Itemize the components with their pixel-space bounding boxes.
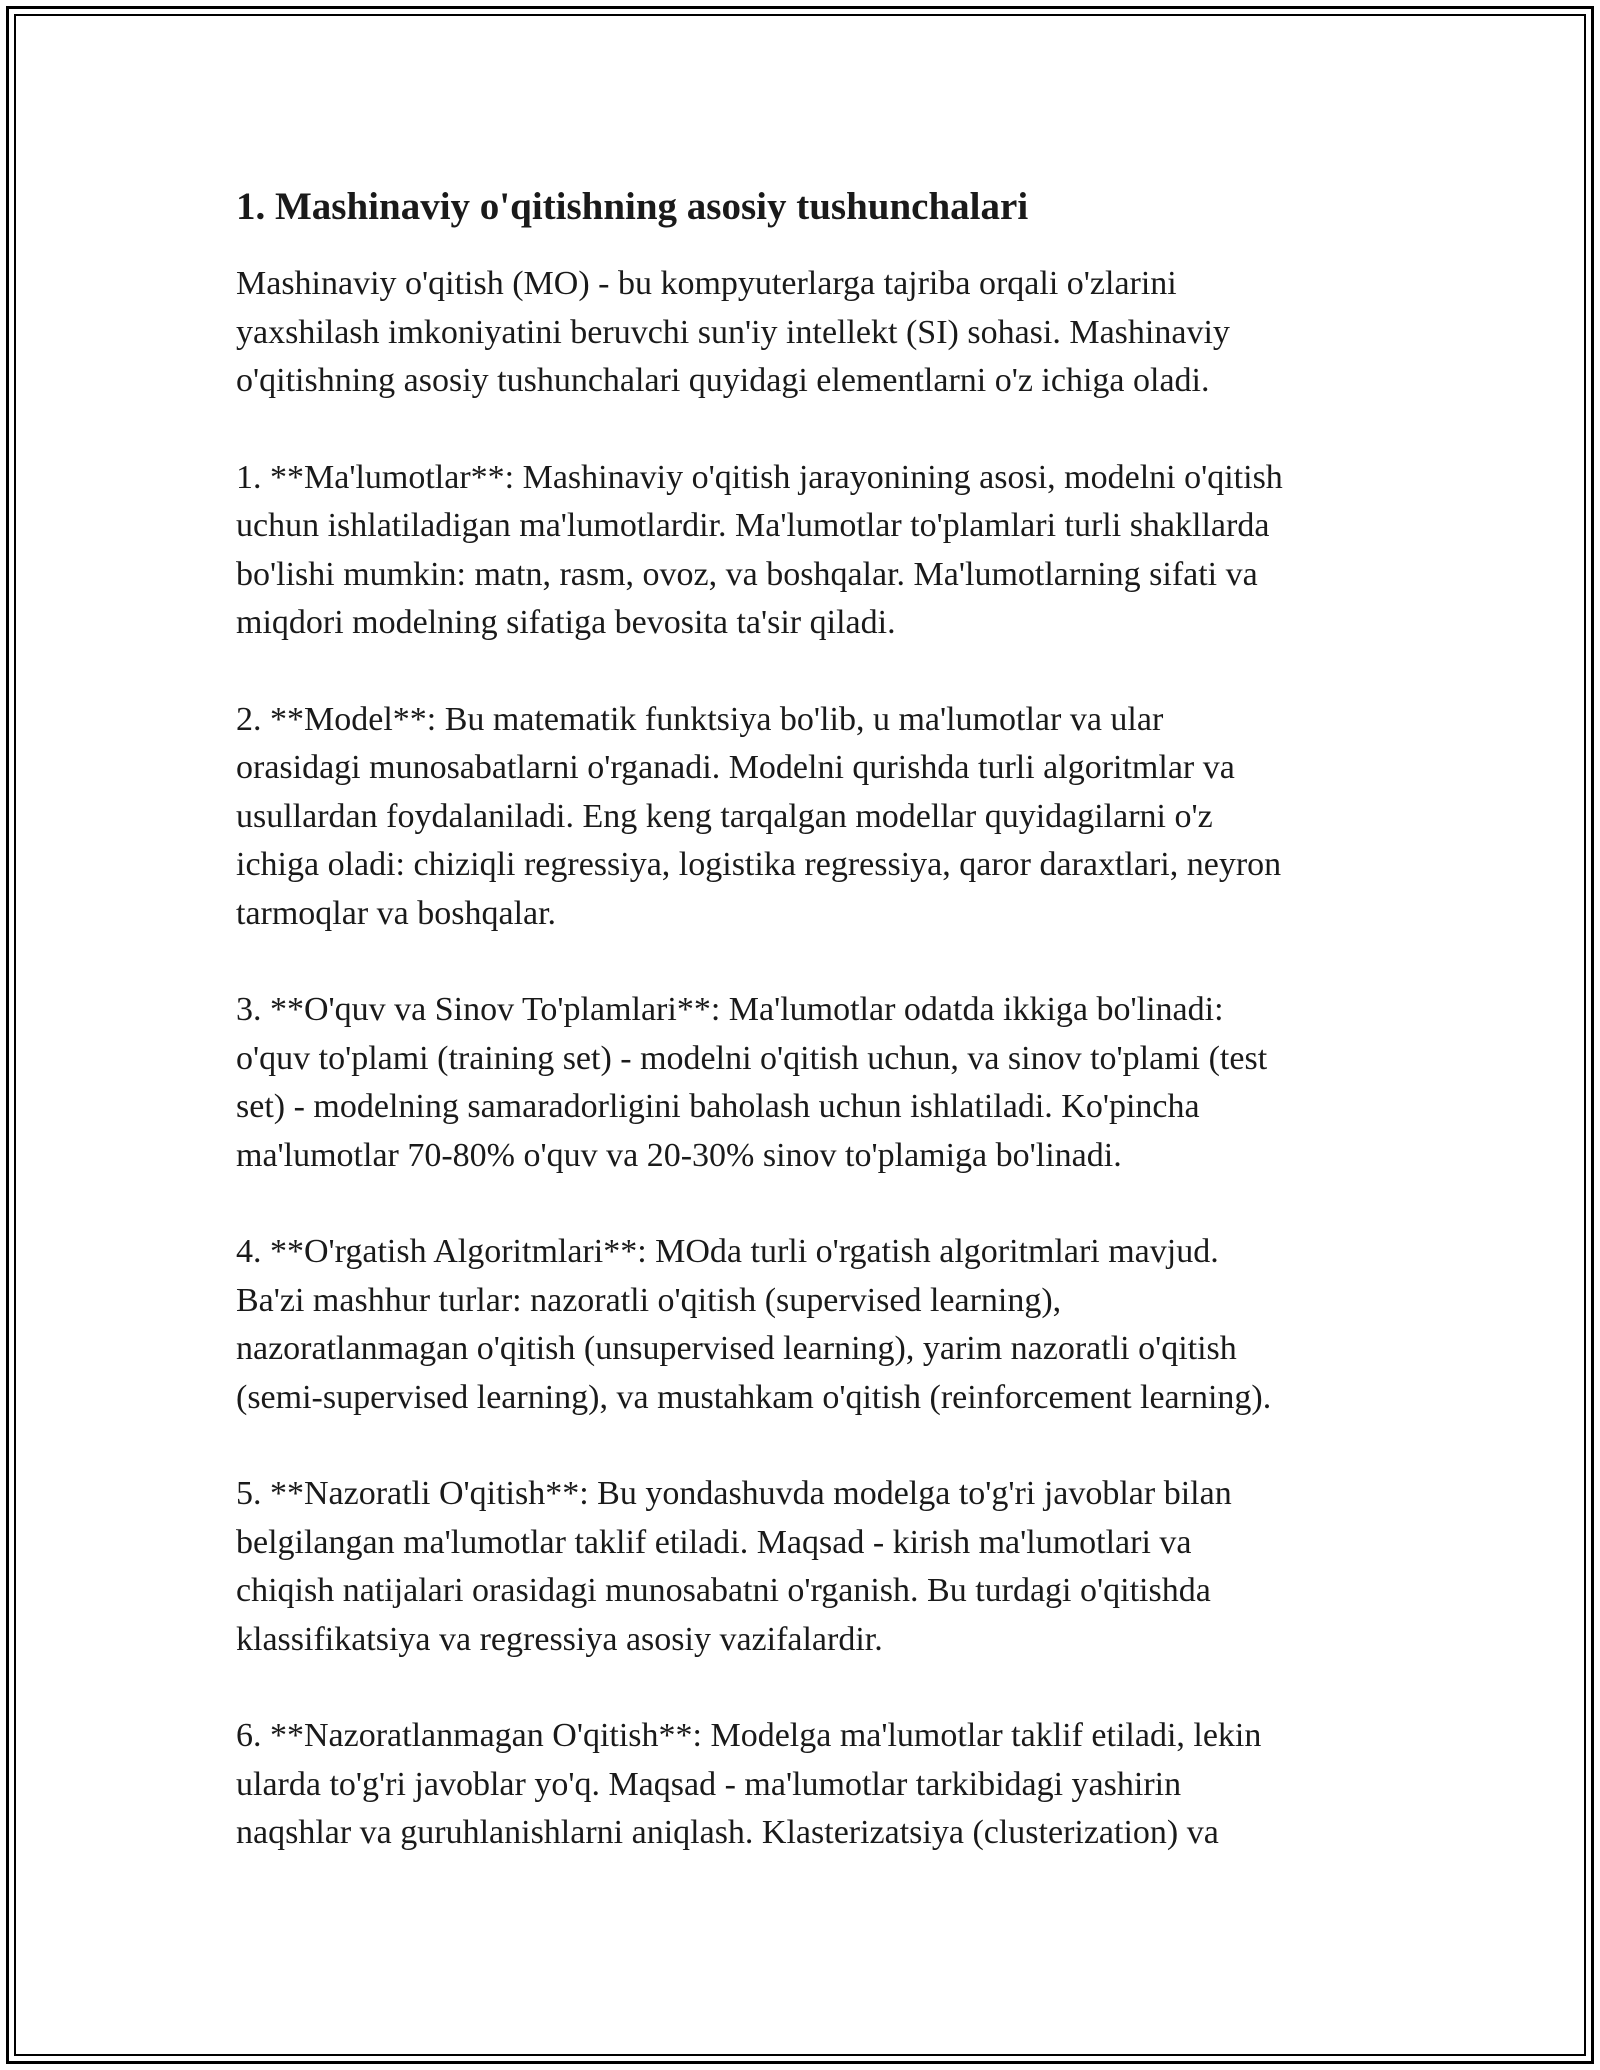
paragraph	[236, 986, 1366, 1180]
paragraph-line: chiqish natijalari orasidagi munosabatni o'rganish. Bu turdagi o'qitishda	[236, 1572, 1211, 1609]
paragraph-line: 1. **Ma'lumotlar**: Mashinaviy o'qitish jarayonining asosi, modelni o'qitish	[236, 458, 1283, 496]
paragraph-line: set) - modelning samaradorligini baholash uchun ishlatiladi. Ko'pincha	[236, 1088, 1200, 1125]
paragraph-line: Mashinaviy o'qitish (MO) - bu kompyuterlarga tajriba orqali o'zlarini	[236, 265, 1177, 302]
paragraph-line: o'quv to'plami (training set) - modelni o'qitish uchun, va sinov to'plami (test	[236, 1039, 1268, 1077]
paragraph-line: nazoratlanmagan o'qitish (unsupervised learning), yarim nazoratli o'qitish	[236, 1330, 1237, 1367]
paragraph	[236, 1228, 1366, 1422]
paragraph-line: tarmoqlar va boshqalar.	[236, 894, 557, 932]
paragraph-line: miqdori modelning sifatiga bevosita ta'sir qiladi.	[236, 604, 896, 641]
document-body	[236, 182, 1366, 1906]
paragraph-line: belgilangan ma'lumotlar taklif etiladi. Maqsad - kirish ma'lumotlari va	[236, 1523, 1192, 1561]
paragraph-line: usullardan foydalaniladi. Eng keng tarqalgan modellar quyidagilarni o'z	[236, 797, 1213, 835]
paragraph-line: orasidagi munosabatlarni o'rganadi. Modelni qurishda turli algoritmlar va	[236, 749, 1235, 786]
paragraph-line: ularda to'g'ri javoblar yo'q. Maqsad - ma'lumotlar tarkibidagi yashirin	[236, 1765, 1182, 1803]
paragraph-line: 2. **Model**: Bu matematik funktsiya bo'lib, u ma'lumotlar va ular	[236, 700, 1164, 738]
paragraph	[236, 1712, 1366, 1858]
paragraph-line: ichiga oladi: chiziqli regressiya, logistika regressiya, qaror daraxtlari, neyron	[236, 846, 1282, 883]
paragraph-line: 5. **Nazoratli O'qitish**: Bu yondashuvda modelga to'g'ri javoblar bilan	[236, 1475, 1232, 1512]
paragraph	[236, 260, 1366, 406]
paragraph	[236, 1470, 1366, 1664]
section-heading: 1. Mashinaviy o'qitishning asosiy tushunchalari	[236, 185, 1029, 228]
paragraph-line: klassifikatsiya va regressiya asosiy vazifalardir.	[236, 1620, 883, 1658]
paragraph-line: o'qitishning asosiy tushunchalari quyidagi elementlarni o'z ichiga oladi.	[236, 362, 1210, 399]
paragraph-line: ma'lumotlar 70-80% o'quv va 20-30% sinov to'plamiga bo'linadi.	[236, 1136, 1122, 1174]
paragraph-line: Ba'zi mashhur turlar: nazoratli o'qitish (supervised learning),	[236, 1281, 1062, 1319]
paragraph-line: 3. **O'quv va Sinov To'plamlari**: Ma'lumotlar odatda ikkiga bo'linadi:	[236, 991, 1224, 1028]
paragraph-line: (semi-supervised learning), va mustahkam o'qitish (reinforcement learning).	[236, 1378, 1272, 1416]
paragraph	[236, 696, 1366, 939]
paragraph-list	[236, 260, 1366, 1858]
paragraph-line: 6. **Nazoratlanmagan O'qitish**: Modelga ma'lumotlar taklif etiladi, lekin	[236, 1717, 1262, 1754]
paragraph	[236, 454, 1366, 648]
paragraph-line: yaxshilash imkoniyatini beruvchi sun'iy intellekt (SI) sohasi. Mashinaviy	[236, 313, 1230, 351]
paragraph-line: naqshlar va guruhlanishlarni aniqlash. Klasterizatsiya (clusterization) va	[236, 1814, 1219, 1851]
paragraph-line: 4. **O'rgatish Algoritmlari**: MOda turli o'rgatish algoritmlari mavjud.	[236, 1233, 1219, 1270]
paragraph-line: bo'lishi mumkin: matn, rasm, ovoz, va boshqalar. Ma'lumotlarning sifati va	[236, 555, 1258, 593]
paragraph-line: uchun ishlatiladigan ma'lumotlardir. Ma'lumotlar to'plamlari turli shakllarda	[236, 507, 1270, 544]
